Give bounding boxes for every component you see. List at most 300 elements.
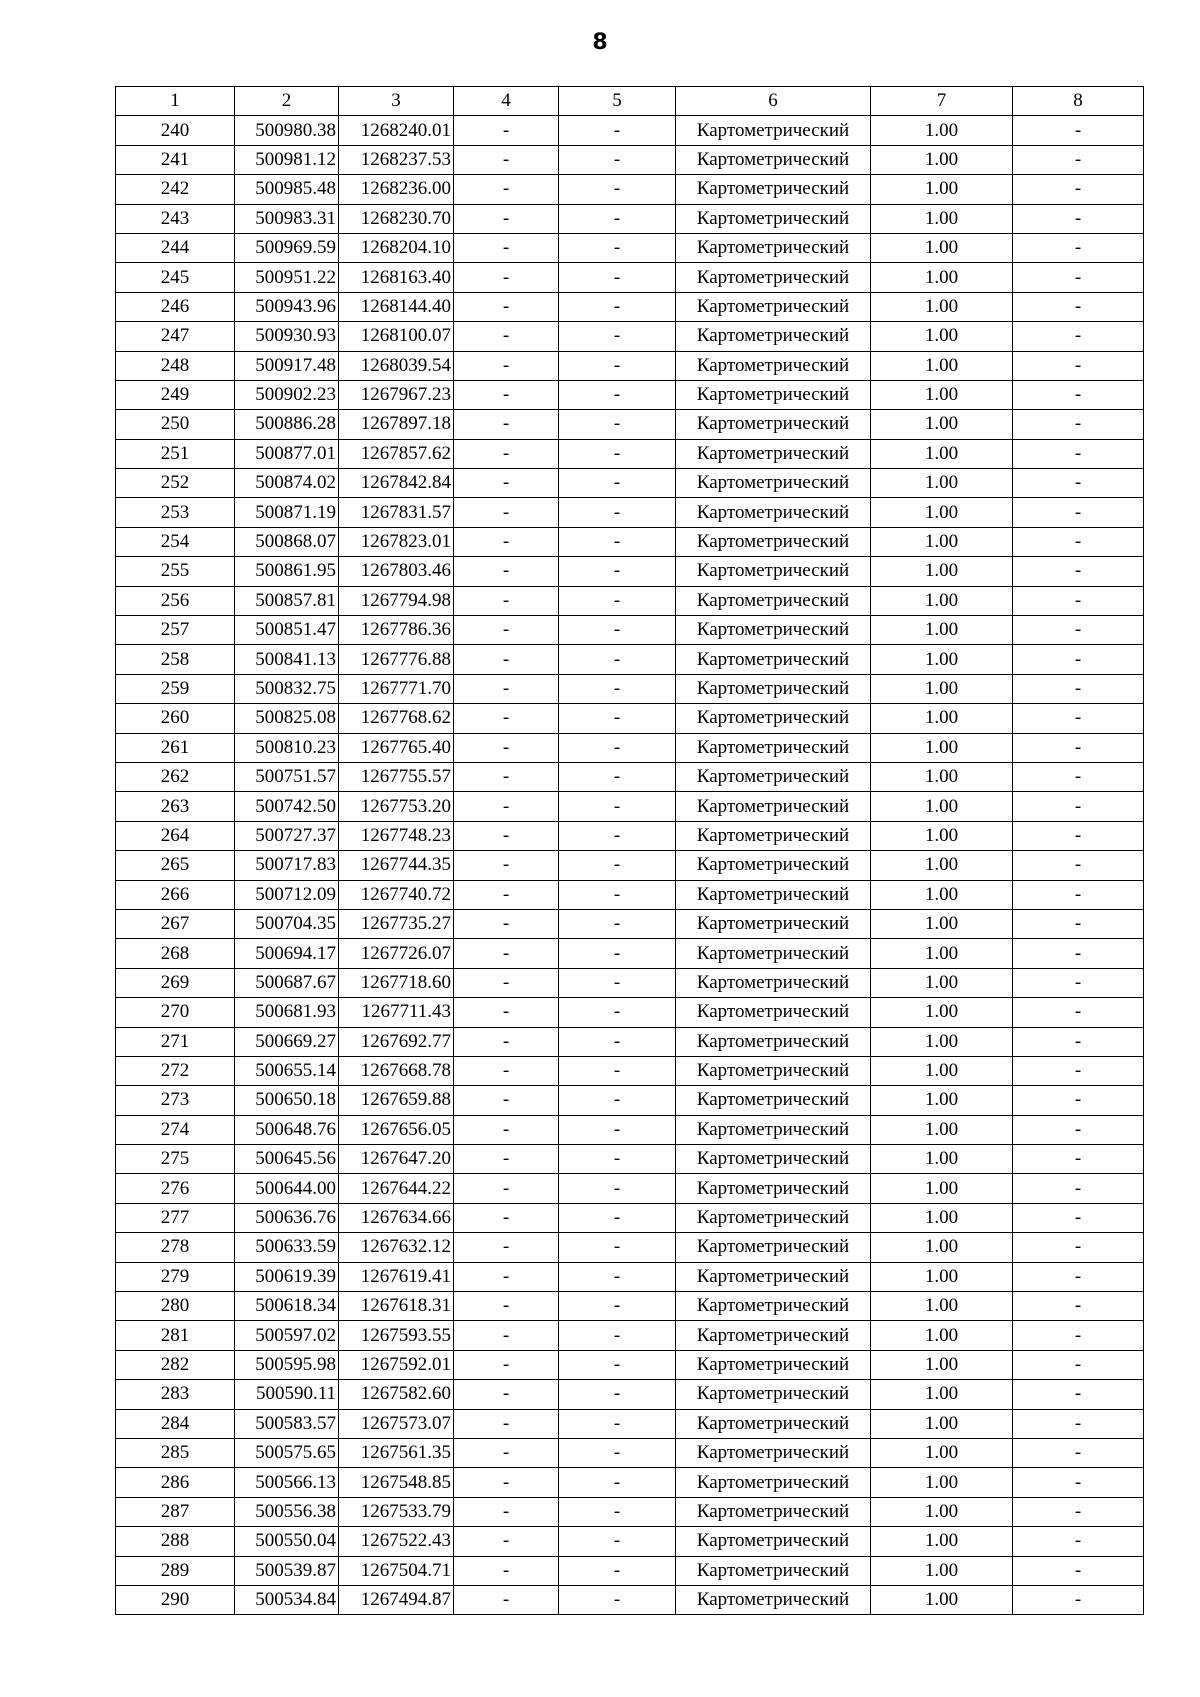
point-number-cell: 242 <box>116 175 235 204</box>
y-coordinate-cell: 1267504.71 <box>339 1556 454 1585</box>
method-cell: Картометрический <box>676 1145 871 1174</box>
accuracy-cell: 1.00 <box>871 1174 1013 1203</box>
method-cell: Картометрический <box>676 1497 871 1526</box>
column-5-cell: - <box>559 263 676 292</box>
column-5-cell: - <box>559 175 676 204</box>
accuracy-cell: 1.00 <box>871 1086 1013 1115</box>
column-8-cell: - <box>1013 939 1144 968</box>
y-coordinate-cell: 1268039.54 <box>339 351 454 380</box>
method-cell: Картометрический <box>676 322 871 351</box>
point-number-cell: 284 <box>116 1409 235 1438</box>
y-coordinate-cell: 1267533.79 <box>339 1497 454 1526</box>
column-5-cell: - <box>559 1027 676 1056</box>
accuracy-cell: 1.00 <box>871 762 1013 791</box>
method-cell: Картометрический <box>676 1468 871 1497</box>
column-4-cell: - <box>454 1409 559 1438</box>
column-5-cell: - <box>559 1556 676 1585</box>
accuracy-cell: 1.00 <box>871 1292 1013 1321</box>
accuracy-cell: 1.00 <box>871 792 1013 821</box>
column-8-cell: - <box>1013 792 1144 821</box>
column-4-cell: - <box>454 1321 559 1350</box>
y-coordinate-cell: 1267618.31 <box>339 1292 454 1321</box>
column-8-cell: - <box>1013 1027 1144 1056</box>
accuracy-cell: 1.00 <box>871 1527 1013 1556</box>
y-coordinate-cell: 1268236.00 <box>339 175 454 204</box>
column-4-cell: - <box>454 498 559 527</box>
column-8-cell: - <box>1013 968 1144 997</box>
x-coordinate-cell: 500742.50 <box>235 792 339 821</box>
column-4-cell: - <box>454 410 559 439</box>
x-coordinate-cell: 500681.93 <box>235 998 339 1027</box>
x-coordinate-cell: 500633.59 <box>235 1233 339 1262</box>
column-header: 7 <box>871 87 1013 116</box>
method-cell: Картометрический <box>676 762 871 791</box>
column-8-cell: - <box>1013 704 1144 733</box>
column-5-cell: - <box>559 292 676 321</box>
column-4-cell: - <box>454 322 559 351</box>
table-row <box>116 1115 1144 1144</box>
x-coordinate-cell: 500810.23 <box>235 733 339 762</box>
table-body <box>116 116 1144 1615</box>
accuracy-cell: 1.00 <box>871 909 1013 938</box>
column-5-cell: - <box>559 1292 676 1321</box>
method-cell: Картометрический <box>676 469 871 498</box>
point-number-cell: 265 <box>116 851 235 880</box>
x-coordinate-cell: 500645.56 <box>235 1145 339 1174</box>
accuracy-cell: 1.00 <box>871 380 1013 409</box>
column-5-cell: - <box>559 351 676 380</box>
accuracy-cell: 1.00 <box>871 704 1013 733</box>
column-8-cell: - <box>1013 674 1144 703</box>
table-row <box>116 851 1144 880</box>
point-number-cell: 259 <box>116 674 235 703</box>
x-coordinate-cell: 500832.75 <box>235 674 339 703</box>
accuracy-cell: 1.00 <box>871 1585 1013 1614</box>
column-8-cell: - <box>1013 1585 1144 1614</box>
method-cell: Картометрический <box>676 968 871 997</box>
table-header <box>116 87 1144 116</box>
method-cell: Картометрический <box>676 704 871 733</box>
column-8-cell: - <box>1013 586 1144 615</box>
y-coordinate-cell: 1267632.12 <box>339 1233 454 1262</box>
column-8-cell: - <box>1013 469 1144 498</box>
method-cell: Картометрический <box>676 1292 871 1321</box>
column-8-cell: - <box>1013 1438 1144 1467</box>
point-number-cell: 266 <box>116 880 235 909</box>
column-8-cell: - <box>1013 498 1144 527</box>
column-5-cell: - <box>559 1409 676 1438</box>
method-cell: Картометрический <box>676 1056 871 1085</box>
x-coordinate-cell: 500583.57 <box>235 1409 339 1438</box>
point-number-cell: 269 <box>116 968 235 997</box>
method-cell: Картометрический <box>676 263 871 292</box>
column-4-cell: - <box>454 527 559 556</box>
table-row <box>116 968 1144 997</box>
x-coordinate-cell: 500590.11 <box>235 1380 339 1409</box>
column-5-cell: - <box>559 851 676 880</box>
column-5-cell: - <box>559 1350 676 1379</box>
point-number-cell: 277 <box>116 1203 235 1232</box>
column-5-cell: - <box>559 116 676 145</box>
point-number-cell: 249 <box>116 380 235 409</box>
table-row <box>116 557 1144 586</box>
accuracy-cell: 1.00 <box>871 322 1013 351</box>
column-8-cell: - <box>1013 762 1144 791</box>
y-coordinate-cell: 1267857.62 <box>339 439 454 468</box>
column-5-cell: - <box>559 1056 676 1085</box>
method-cell: Картометрический <box>676 527 871 556</box>
x-coordinate-cell: 500871.19 <box>235 498 339 527</box>
point-number-cell: 244 <box>116 233 235 262</box>
column-5-cell: - <box>559 1115 676 1144</box>
method-cell: Картометрический <box>676 292 871 321</box>
table-row <box>116 1056 1144 1085</box>
column-8-cell: - <box>1013 733 1144 762</box>
x-coordinate-cell: 500877.01 <box>235 439 339 468</box>
column-4-cell: - <box>454 968 559 997</box>
point-number-cell: 286 <box>116 1468 235 1497</box>
table-row <box>116 498 1144 527</box>
column-8-cell: - <box>1013 998 1144 1027</box>
column-5-cell: - <box>559 939 676 968</box>
table-row <box>116 792 1144 821</box>
accuracy-cell: 1.00 <box>871 469 1013 498</box>
x-coordinate-cell: 500980.38 <box>235 116 339 145</box>
column-5-cell: - <box>559 204 676 233</box>
y-coordinate-cell: 1267659.88 <box>339 1086 454 1115</box>
column-header: 1 <box>116 87 235 116</box>
column-5-cell: - <box>559 1233 676 1262</box>
x-coordinate-cell: 500825.08 <box>235 704 339 733</box>
table-row <box>116 322 1144 351</box>
y-coordinate-cell: 1267794.98 <box>339 586 454 615</box>
method-cell: Картометрический <box>676 498 871 527</box>
method-cell: Картометрический <box>676 674 871 703</box>
method-cell: Картометрический <box>676 1380 871 1409</box>
y-coordinate-cell: 1267644.22 <box>339 1174 454 1203</box>
accuracy-cell: 1.00 <box>871 410 1013 439</box>
y-coordinate-cell: 1267897.18 <box>339 410 454 439</box>
y-coordinate-cell: 1267831.57 <box>339 498 454 527</box>
table-row <box>116 674 1144 703</box>
y-coordinate-cell: 1267726.07 <box>339 939 454 968</box>
accuracy-cell: 1.00 <box>871 1497 1013 1526</box>
column-4-cell: - <box>454 939 559 968</box>
point-number-cell: 278 <box>116 1233 235 1262</box>
x-coordinate-cell: 500727.37 <box>235 821 339 850</box>
x-coordinate-cell: 500861.95 <box>235 557 339 586</box>
x-coordinate-cell: 500969.59 <box>235 233 339 262</box>
table-row <box>116 1350 1144 1379</box>
column-8-cell: - <box>1013 1086 1144 1115</box>
column-5-cell: - <box>559 586 676 615</box>
column-5-cell: - <box>559 1380 676 1409</box>
column-5-cell: - <box>559 616 676 645</box>
column-5-cell: - <box>559 909 676 938</box>
column-5-cell: - <box>559 704 676 733</box>
table-row <box>116 1233 1144 1262</box>
table-row <box>116 469 1144 498</box>
point-number-cell: 275 <box>116 1145 235 1174</box>
column-8-cell: - <box>1013 380 1144 409</box>
x-coordinate-cell: 500983.31 <box>235 204 339 233</box>
column-5-cell: - <box>559 1321 676 1350</box>
accuracy-cell: 1.00 <box>871 1380 1013 1409</box>
method-cell: Картометрический <box>676 1585 871 1614</box>
accuracy-cell: 1.00 <box>871 1115 1013 1144</box>
column-4-cell: - <box>454 880 559 909</box>
column-5-cell: - <box>559 469 676 498</box>
y-coordinate-cell: 1268237.53 <box>339 145 454 174</box>
y-coordinate-cell: 1267494.87 <box>339 1585 454 1614</box>
column-8-cell: - <box>1013 1115 1144 1144</box>
column-5-cell: - <box>559 527 676 556</box>
method-cell: Картометрический <box>676 1027 871 1056</box>
y-coordinate-cell: 1267803.46 <box>339 557 454 586</box>
column-5-cell: - <box>559 439 676 468</box>
table-row <box>116 175 1144 204</box>
column-5-cell: - <box>559 821 676 850</box>
accuracy-cell: 1.00 <box>871 498 1013 527</box>
column-4-cell: - <box>454 380 559 409</box>
accuracy-cell: 1.00 <box>871 527 1013 556</box>
y-coordinate-cell: 1267647.20 <box>339 1145 454 1174</box>
y-coordinate-cell: 1267771.70 <box>339 674 454 703</box>
column-8-cell: - <box>1013 410 1144 439</box>
y-coordinate-cell: 1267692.77 <box>339 1027 454 1056</box>
point-number-cell: 280 <box>116 1292 235 1321</box>
column-5-cell: - <box>559 410 676 439</box>
x-coordinate-cell: 500857.81 <box>235 586 339 615</box>
x-coordinate-cell: 500841.13 <box>235 645 339 674</box>
accuracy-cell: 1.00 <box>871 145 1013 174</box>
y-coordinate-cell: 1268240.01 <box>339 116 454 145</box>
accuracy-cell: 1.00 <box>871 1468 1013 1497</box>
point-number-cell: 261 <box>116 733 235 762</box>
accuracy-cell: 1.00 <box>871 616 1013 645</box>
column-5-cell: - <box>559 1145 676 1174</box>
column-5-cell: - <box>559 968 676 997</box>
column-4-cell: - <box>454 851 559 880</box>
header-row <box>116 87 1144 116</box>
x-coordinate-cell: 500618.34 <box>235 1292 339 1321</box>
table-row <box>116 292 1144 321</box>
column-8-cell: - <box>1013 1350 1144 1379</box>
column-4-cell: - <box>454 1203 559 1232</box>
method-cell: Картометрический <box>676 1115 871 1144</box>
method-cell: Картометрический <box>676 439 871 468</box>
y-coordinate-cell: 1267561.35 <box>339 1438 454 1467</box>
x-coordinate-cell: 500874.02 <box>235 469 339 498</box>
point-number-cell: 250 <box>116 410 235 439</box>
point-number-cell: 251 <box>116 439 235 468</box>
column-8-cell: - <box>1013 909 1144 938</box>
accuracy-cell: 1.00 <box>871 1027 1013 1056</box>
column-8-cell: - <box>1013 145 1144 174</box>
table-row <box>116 1086 1144 1115</box>
column-8-cell: - <box>1013 1145 1144 1174</box>
table-row <box>116 645 1144 674</box>
method-cell: Картометрический <box>676 909 871 938</box>
accuracy-cell: 1.00 <box>871 939 1013 968</box>
table-row <box>116 880 1144 909</box>
x-coordinate-cell: 500886.28 <box>235 410 339 439</box>
point-number-cell: 267 <box>116 909 235 938</box>
x-coordinate-cell: 500539.87 <box>235 1556 339 1585</box>
point-number-cell: 279 <box>116 1262 235 1291</box>
column-5-cell: - <box>559 322 676 351</box>
column-4-cell: - <box>454 1585 559 1614</box>
column-4-cell: - <box>454 1145 559 1174</box>
point-number-cell: 256 <box>116 586 235 615</box>
column-5-cell: - <box>559 762 676 791</box>
column-4-cell: - <box>454 233 559 262</box>
column-8-cell: - <box>1013 821 1144 850</box>
x-coordinate-cell: 500902.23 <box>235 380 339 409</box>
column-5-cell: - <box>559 1086 676 1115</box>
column-4-cell: - <box>454 351 559 380</box>
table-row <box>116 1468 1144 1497</box>
column-header: 5 <box>559 87 676 116</box>
point-number-cell: 254 <box>116 527 235 556</box>
column-header: 6 <box>676 87 871 116</box>
table-row <box>116 410 1144 439</box>
point-number-cell: 289 <box>116 1556 235 1585</box>
y-coordinate-cell: 1267786.36 <box>339 616 454 645</box>
column-8-cell: - <box>1013 1497 1144 1526</box>
point-number-cell: 285 <box>116 1438 235 1467</box>
column-4-cell: - <box>454 674 559 703</box>
y-coordinate-cell: 1267548.85 <box>339 1468 454 1497</box>
page-number: 8 <box>592 30 608 55</box>
x-coordinate-cell: 500575.65 <box>235 1438 339 1467</box>
accuracy-cell: 1.00 <box>871 233 1013 262</box>
column-4-cell: - <box>454 645 559 674</box>
column-4-cell: - <box>454 1527 559 1556</box>
accuracy-cell: 1.00 <box>871 1409 1013 1438</box>
table-row <box>116 1262 1144 1291</box>
column-5-cell: - <box>559 233 676 262</box>
column-4-cell: - <box>454 821 559 850</box>
accuracy-cell: 1.00 <box>871 821 1013 850</box>
point-number-cell: 255 <box>116 557 235 586</box>
accuracy-cell: 1.00 <box>871 1556 1013 1585</box>
method-cell: Картометрический <box>676 616 871 645</box>
x-coordinate-cell: 500751.57 <box>235 762 339 791</box>
y-coordinate-cell: 1267573.07 <box>339 1409 454 1438</box>
y-coordinate-cell: 1268144.40 <box>339 292 454 321</box>
y-coordinate-cell: 1267718.60 <box>339 968 454 997</box>
column-4-cell: - <box>454 1468 559 1497</box>
column-4-cell: - <box>454 263 559 292</box>
accuracy-cell: 1.00 <box>871 1233 1013 1262</box>
column-8-cell: - <box>1013 116 1144 145</box>
method-cell: Картометрический <box>676 233 871 262</box>
column-5-cell: - <box>559 1203 676 1232</box>
method-cell: Картометрический <box>676 1086 871 1115</box>
column-4-cell: - <box>454 1056 559 1085</box>
method-cell: Картометрический <box>676 1233 871 1262</box>
column-4-cell: - <box>454 1292 559 1321</box>
column-4-cell: - <box>454 616 559 645</box>
accuracy-cell: 1.00 <box>871 175 1013 204</box>
point-number-cell: 288 <box>116 1527 235 1556</box>
point-number-cell: 260 <box>116 704 235 733</box>
point-number-cell: 287 <box>116 1497 235 1526</box>
table-row <box>116 439 1144 468</box>
y-coordinate-cell: 1267748.23 <box>339 821 454 850</box>
column-8-cell: - <box>1013 1380 1144 1409</box>
column-8-cell: - <box>1013 1321 1144 1350</box>
table-row <box>116 998 1144 1027</box>
table-row <box>116 1527 1144 1556</box>
y-coordinate-cell: 1267592.01 <box>339 1350 454 1379</box>
y-coordinate-cell: 1267634.66 <box>339 1203 454 1232</box>
column-5-cell: - <box>559 380 676 409</box>
x-coordinate-cell: 500704.35 <box>235 909 339 938</box>
method-cell: Картометрический <box>676 410 871 439</box>
x-coordinate-cell: 500981.12 <box>235 145 339 174</box>
table-row <box>116 1585 1144 1614</box>
column-5-cell: - <box>559 733 676 762</box>
x-coordinate-cell: 500534.84 <box>235 1585 339 1614</box>
point-number-cell: 264 <box>116 821 235 850</box>
x-coordinate-cell: 500636.76 <box>235 1203 339 1232</box>
table-row <box>116 939 1144 968</box>
table-row <box>116 821 1144 850</box>
column-5-cell: - <box>559 1497 676 1526</box>
column-4-cell: - <box>454 1380 559 1409</box>
accuracy-cell: 1.00 <box>871 1203 1013 1232</box>
method-cell: Картометрический <box>676 175 871 204</box>
column-4-cell: - <box>454 145 559 174</box>
point-number-cell: 246 <box>116 292 235 321</box>
column-4-cell: - <box>454 1086 559 1115</box>
column-8-cell: - <box>1013 880 1144 909</box>
column-5-cell: - <box>559 792 676 821</box>
point-number-cell: 271 <box>116 1027 235 1056</box>
accuracy-cell: 1.00 <box>871 292 1013 321</box>
point-number-cell: 241 <box>116 145 235 174</box>
table-row <box>116 1497 1144 1526</box>
y-coordinate-cell: 1267593.55 <box>339 1321 454 1350</box>
column-8-cell: - <box>1013 527 1144 556</box>
point-number-cell: 257 <box>116 616 235 645</box>
column-header: 8 <box>1013 87 1144 116</box>
point-number-cell: 243 <box>116 204 235 233</box>
method-cell: Картометрический <box>676 1262 871 1291</box>
y-coordinate-cell: 1267823.01 <box>339 527 454 556</box>
column-8-cell: - <box>1013 1468 1144 1497</box>
column-8-cell: - <box>1013 851 1144 880</box>
y-coordinate-cell: 1267668.78 <box>339 1056 454 1085</box>
y-coordinate-cell: 1268230.70 <box>339 204 454 233</box>
table-row <box>116 1380 1144 1409</box>
x-coordinate-cell: 500868.07 <box>235 527 339 556</box>
column-8-cell: - <box>1013 439 1144 468</box>
column-4-cell: - <box>454 762 559 791</box>
column-4-cell: - <box>454 1497 559 1526</box>
column-5-cell: - <box>559 1585 676 1614</box>
x-coordinate-cell: 500597.02 <box>235 1321 339 1350</box>
accuracy-cell: 1.00 <box>871 1321 1013 1350</box>
x-coordinate-cell: 500917.48 <box>235 351 339 380</box>
method-cell: Картометрический <box>676 821 871 850</box>
coordinates-table <box>115 86 1144 1615</box>
table-row <box>116 586 1144 615</box>
x-coordinate-cell: 500851.47 <box>235 616 339 645</box>
x-coordinate-cell: 500650.18 <box>235 1086 339 1115</box>
